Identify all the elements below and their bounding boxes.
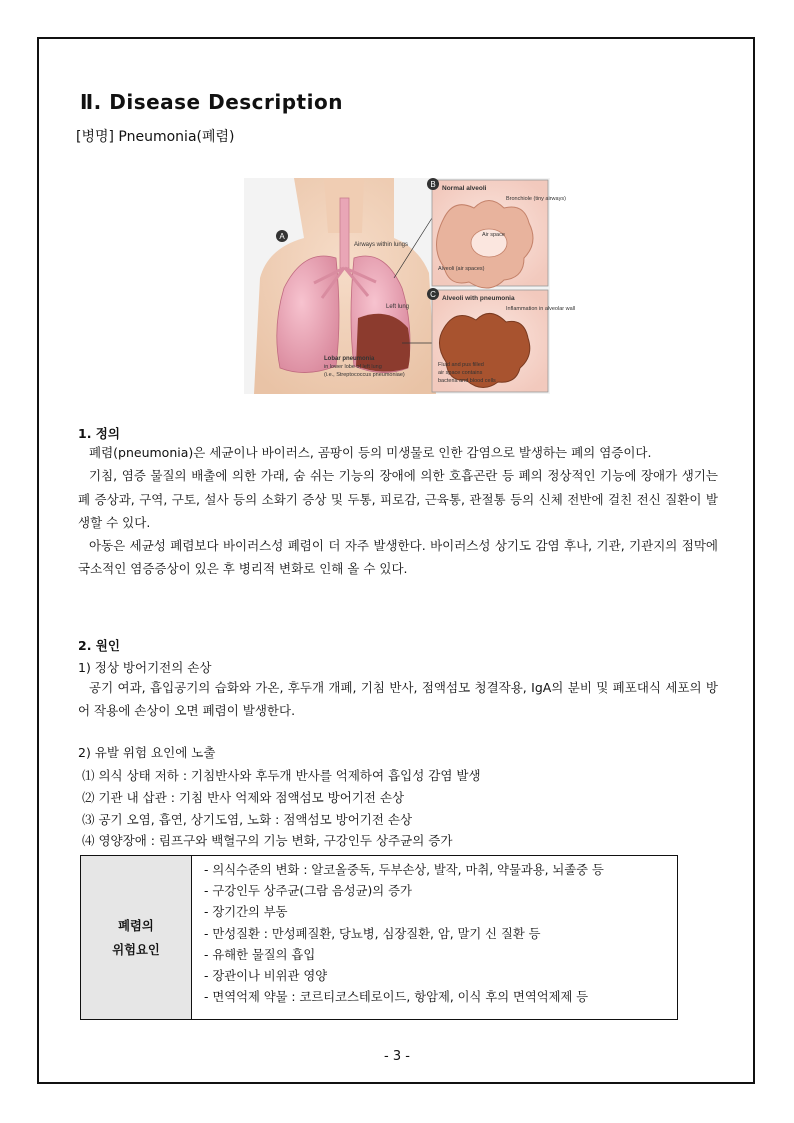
pneumonia-illustration bbox=[244, 178, 576, 394]
risk-table-row: - 장기간의 부동 bbox=[204, 905, 288, 920]
disease-name: [병명] Pneumonia(폐렴) bbox=[76, 129, 235, 145]
airways-label: Airways within lungs bbox=[354, 242, 409, 248]
cause-paragraph: 공기 여과, 흡입공기의 습화와 가온, 후두개 개폐, 기침 반사, 점액섬모 청결작용, IgA의 분비 및 폐포대식 세포의 방어 작용에 손상이 오면 폐렴이 발생한다. bbox=[78, 680, 718, 719]
inflammation-label: Inflammation in alveolar wall bbox=[506, 306, 576, 312]
lobar-caption-title: Lobar pneumonia bbox=[324, 356, 375, 362]
cause-text-1 bbox=[78, 676, 718, 723]
definition-paragraph: 아동은 세균성 폐렴보다 바이러스성 폐렴이 더 자주 발생한다. 바이러스성 상기도 감염 후나, 기관, 기관지의 점막에 국소적인 염증증상이 있은 후 병리적 변화로 인해 올 수 있다. bbox=[78, 538, 718, 577]
label-a: A bbox=[279, 232, 285, 241]
cause-heading: 2. 원인 bbox=[78, 638, 120, 653]
risk-table-body bbox=[192, 856, 678, 1020]
fluid-label-line1: Fluid and pus filled bbox=[438, 362, 484, 368]
risk-table-row: - 의식수준의 변화 : 알코올중독, 두부손상, 발작, 마취, 약물과용, 뇌졸중 등 bbox=[204, 863, 604, 877]
pneumonia-alveoli-label: Alveoli with pneumonia bbox=[442, 295, 515, 302]
risk-table-row: - 장관이나 비위관 영양 bbox=[204, 969, 328, 984]
risk-factor-table bbox=[80, 855, 678, 1020]
risk-table-row: - 구강인두 상주균(그람 음성균)의 증가 bbox=[204, 884, 412, 899]
lobar-caption-line3: (i.e., Streptococcus pneumoniae) bbox=[324, 372, 405, 378]
label-c: C bbox=[430, 290, 436, 299]
left-lung-label: Left lung bbox=[386, 304, 410, 310]
risk-table-row: - 면역억제 약물 : 코르티코스테로이드, 항암제, 이식 후의 면역억제제 등 bbox=[204, 990, 589, 1005]
definition-heading: 1. 정의 bbox=[78, 426, 120, 441]
fluid-label-line3: bacteria and blood cells bbox=[438, 378, 496, 384]
definition-paragraph: 기침, 염증 물질의 배출에 의한 가래, 숨 쉬는 기능의 장애에 의한 호흡곤란 등 폐의 정상적인 기능에 장애가 생기는 폐 증상과, 구역, 구토, 설사 등의 소화기 증상 및 두통, 피로감, 근육통, 관절통 등의 신체 전반에 걸친 전신 질환이 발생할 수 있다. bbox=[78, 468, 718, 530]
lobar-pneumonia-area bbox=[356, 314, 410, 372]
air-space-label: Air space bbox=[482, 232, 505, 238]
definition-paragraph: 폐렴(pneumonia)은 세균이나 바이러스, 곰팡이 등의 미생물로 인한 감염으로 발생하는 폐의 염증이다. bbox=[89, 445, 652, 460]
risk-table-header-line2: 위험요인 bbox=[112, 942, 160, 957]
fluid-label-line2: air space contains bbox=[438, 370, 483, 376]
bronchiole-label: Bronchiole (tiny airways) bbox=[506, 196, 566, 202]
page-number: - 3 - bbox=[384, 1049, 410, 1064]
label-b: B bbox=[430, 180, 436, 189]
definition-text bbox=[78, 441, 718, 581]
inflamed-alveoli-cluster bbox=[439, 313, 529, 387]
risk-item: ⑴ 의식 상태 저하 : 기침반사와 후두개 반사를 억제하여 흡입성 감염 발생 bbox=[82, 768, 481, 783]
risk-table-header-line1: 폐렴의 bbox=[118, 918, 154, 933]
normal-alveoli-label: Normal alveoli bbox=[442, 185, 487, 192]
trachea bbox=[340, 198, 349, 268]
risk-table-row: - 유해한 물질의 흡입 bbox=[204, 947, 316, 962]
page-title: Ⅱ. Disease Description bbox=[80, 90, 343, 114]
cause-subheading-2: 2) 유발 위험 요인에 노출 bbox=[78, 745, 216, 760]
alveoli-label: Alveoli (air spaces) bbox=[438, 266, 485, 272]
lobar-caption-line2: in lower lobe of left lung bbox=[324, 364, 382, 370]
risk-item: ⑵ 기관 내 삽관 : 기침 반사 억제와 점액섬모 방어기전 손상 bbox=[82, 790, 405, 805]
cause-subheading-1: 1) 정상 방어기전의 손상 bbox=[78, 660, 212, 675]
risk-table-row: - 만성질환 : 만성폐질환, 당뇨병, 심장질환, 암, 말기 신 질환 등 bbox=[204, 926, 541, 941]
risk-table-header bbox=[81, 856, 192, 1020]
risk-item: ⑶ 공기 오염, 흡연, 상기도염, 노화 : 점액섬모 방어기전 손상 bbox=[82, 812, 413, 827]
risk-item: ⑷ 영양장애 : 림프구와 백혈구의 기능 변화, 구강인두 상주균의 증가 bbox=[82, 833, 453, 848]
